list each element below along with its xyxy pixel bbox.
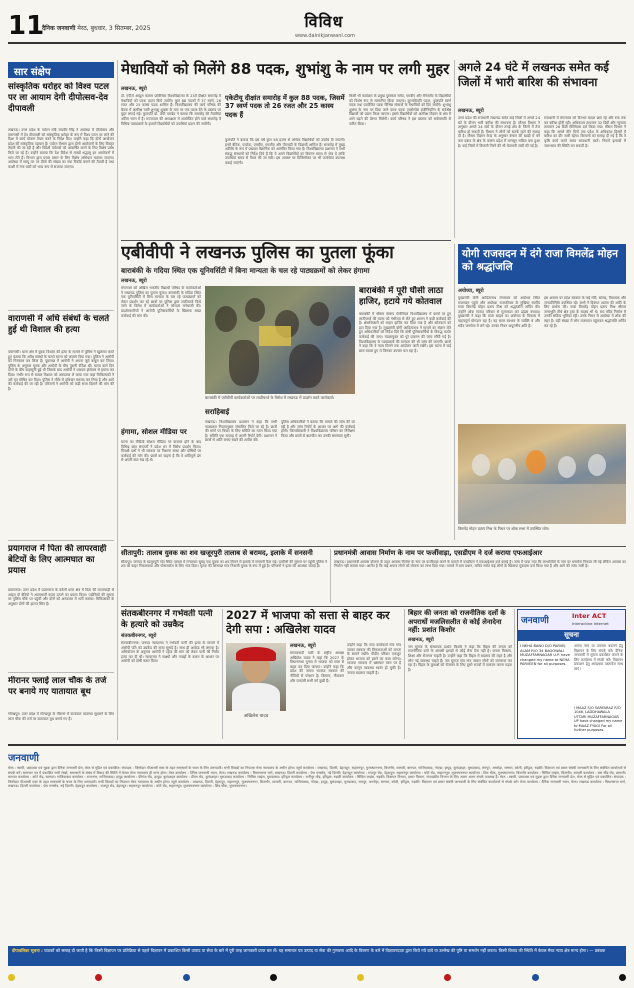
disclaimer-label: दीपावलिका सूचना :	[12, 948, 43, 953]
abvp-photo	[205, 286, 355, 394]
classified-notice-2: I MAAZ S/O SARFARAZ R/O 1046, LADDHAWALA UTTARI MUZAFFARNAGAR UP have changed my name to MAAZ FYAGI For all further purposes.	[574, 706, 623, 733]
yogi-photo-caption: विमलेंद्र मोहन प्रताप मिश्र के निधन पर शोक सभा में उपस्थित लोग।	[458, 526, 550, 531]
imprint-logo-text: जनवाणी	[8, 753, 39, 764]
classified-header	[518, 610, 625, 630]
divider	[121, 606, 626, 607]
imprint-block: मेरठ : स्वामी, प्रकाशक एवं मुद्रक द्वारा दैनिक जनवाणी प्रेस, मेरठ से मुद्रित एवं प्रकाशित। संपादक : जिम्मेदार पीआरबी एक्ट के तहत समाचारों के चयन के लिए उत्तरदायी। सभी विवादों का निपटारा मेरठ न्यायालय के अधीन होगा। ब्यूरो कार्यालय : लखनऊ, दिल्ली, देहरादून, सहारनपुर, मुजफ्फरनगर, बिजनौर, शामली, बागपत, गाजियाबाद, नोएडा, हापुड़, बुलंदशहर, मुरादाबाद, रामपुर, अमरोहा, सम्भल, बरेली, हरिद्वार, रुड़की। विज्ञापन एवं प्रसार संबंधी जानकारी के लिए संबंधित कार्यालयों से संपर्क करें। समाचार पत्र में प्रकाशित सभी लेखों, समाचारों के संबंध में विवाद की स्थिति में केवल मेरठ न्यायालय ही मान्य होगा। मेरठ कार्यालय : दैनिक जनवाणी भवन, मेरठ। लखनऊ कार्यालय : विधानसभा मार्ग, लखनऊ। दिल्ली कार्यालय : प्रेस एन्क्लेव, नई दिल्ली। देहरादून कार्यालय : राजपुर रोड, देहरादून। सहारनपुर कार्यालय : कोर्ट रोड, सहारनपुर। मुजफ्फरनगर कार्यालय : शिव चौक, मुजफ्फरनगर। बिजनौर कार्यालय : सिविल लाइंस, बिजनौर। शामली कार्यालय : बस स्टैंड रोड, शामली। बागपत कार्यालय : कोर्ट रोड, बागपत। गाजियाबाद कार्यालय : राजनगर, गाजियाबाद। हापुड़ कार्यालय : फ्रीगंज रोड, हापुड़। बुलंदशहर कार्यालय : डीएम रोड, बुलंदशहर। मुरादाबाद कार्यालय : सिविल लाइंस, मुरादाबाद। हरिद्वार कार्यालय : रानीपुर मोड़, हरिद्वार। रुड़की कार्यालय : सिविल लाइंस, रुड़की। विज्ञापन विभाग, प्रसार विभाग, संपादकीय विभाग के लिए अलग अलग संपर्क उपलब्ध हैं। मेरठ : स्वामी, प्रकाशक एवं मुद्रक द्वारा दैनिक जनवाणी प्रेस, मेरठ से मुद्रित एवं प्रकाशित। संपादक : जिम्मेदार पीआरबी एक्ट के तहत समाचारों के चयन के लिए उत्तरदायी। सभी विवादों का निपटारा मेरठ न्यायालय के अधीन होगा। ब्यूरो कार्यालय : लखनऊ, दिल्ली, देहरादून, सहारनपुर, मुजफ्फरनगर, बिजनौर, शामली, बागपत, गाजियाबाद, नोएडा, हापुड़, बुलंदशहर, मुरादाबाद, रामपुर, अमरोहा, सम्भल, बरेली, हरिद्वार, रुड़की। विज्ञापन एवं प्रसार संबंधी जानकारी के लिए संबंधित कार्यालयों से संपर्क करें। मेरठ कार्यालय : दैनिक जनवाणी भवन, मेरठ। लखनऊ कार्यालय : विधानसभा मार्ग, लखनऊ। दिल्ली कार्यालय : प्रेस एन्क्लेव, नई दिल्ली। देहरादून कार्यालय : राजपुर रोड, देहरादून। सहारनपुर कार्यालय : कोर्ट रोड, सहारनपुर। मुजफ्फरनगर कार्यालय : शिव चौक, मुजफ्फरनगर।	[8, 766, 626, 789]
website-link[interactable]: www.dainikjanwani.com	[294, 33, 356, 39]
classified-title-bar	[518, 630, 625, 641]
divider	[121, 240, 451, 241]
left-column	[8, 48, 114, 740]
murder-byline: संतकबीरनगर, ब्यूरो	[121, 633, 157, 639]
abvp-headline: एबीवीपी ने लखनऊ पुलिस का पुतला फूंका	[121, 243, 394, 263]
murder-body: संतकबीरनगर। जनपद न्यायालय ने गर्भवती पत्नी की हत्या के मामले में आरोपी पति को उम्रकैद की सजा सुनाई है। साथ ही अर्थदंड भी लगाया है। अभियोजन के अनुसार आरोपी ने दहेज की मांग को लेकर पत्नी की निर्मम हत्या कर दी थी। न्यायालय ने साक्ष्यों और गवाहों के बयान के आधार पर आरोपी को दोषी करार दिया।	[121, 641, 219, 664]
abvp-box-social	[121, 428, 201, 437]
paper-name: दैनिक जनवाणी	[42, 25, 76, 32]
sitapur-story	[121, 549, 327, 603]
top-story-subhead-box	[225, 94, 345, 134]
column-divider	[454, 244, 455, 540]
divider	[8, 310, 114, 311]
abvp-sidebar-body: बाराबंकी में श्रीराम स्वरूप मेमोरियल विश्वविद्यालय में छात्रों पर हुए लाठीचार्ज की घटना को गंभीरता से लेते हुए शासन ने कड़ी कार्रवाई की है। क्षेत्राधिकारी को लाइन हाजिर कर दिया गया है और कोतवाल को हटा दिया गया है। मुख्यमंत्री योगी आदित्यनाथ ने मामले का संज्ञान लेते हुए अधिकारियों को निर्देश दिये कि दोषी पुलिसकर्मियों के विरुद्ध कठोर कार्रवाई की जाए। मंडलायुक्त को पूरे प्रकरण की जांच सौंपी गई है। विश्वविद्यालय के पाठ्यक्रमों की मान्यता की भी जांच की जाएगी। छात्रों ने कहा कि वे न्याय मिलने तक आंदोलन जारी रखेंगे। इस घटना में कई छात्र घायल हुए थे जिनका उपचार चल रहा है।	[359, 312, 451, 353]
issue-date: बुधवार, 3 सितम्बर, 2025	[90, 25, 151, 32]
column-divider	[222, 609, 223, 739]
masthead-rule	[8, 42, 626, 44]
abvp-body-col4: पुलिस अधिकारियों ने बताया कि मामले की जांच की जा रही है और जांच रिपोर्ट के आधार पर आगे की कार्रवाई होगी। जिलाधिकारी ने विश्वविद्यालय परिसर का निरीक्षण किया और छात्रों से बातचीत कर उनकी समस्याएं सुनीं।	[281, 420, 355, 438]
bihar-body: जन सुराज के संस्थापक प्रशांत किशोर ने कहा कि बिहार की जनता को राजनीतिक दलों के आपसी झगड़ों से कोई लेना देना नहीं है। जनता विकास, शिक्षा और रोजगार चाहती है। उन्होंने कहा कि बिहार में बदलाव की लहर है और लोग नई व्यवस्था चाहते हैं। जन सुराज गांव गांव जाकर लोगों को जागरूक कर रहा है। बिहार के युवाओं को रोजगार के लिए दूसरे राज्यों में पलायन करना पड़ता है।	[408, 644, 512, 672]
registration-dots	[8, 972, 626, 982]
bihar-story	[408, 609, 512, 739]
city: मेरठ,	[77, 25, 89, 32]
brief-headline-1: सांस्कृतिक धरोहर को विश्व पटल पर ला आयाम देगी दीपोत्सव-देव दीपावली	[8, 82, 109, 114]
weather-byline: लखनऊ, ब्यूरो	[458, 108, 484, 114]
brief-headline-4: मीरानर फ्लाई लाल चौक के तर्ज पर बनाये गए यातायात बूथ	[8, 676, 107, 697]
akhilesh-body-2: उन्होंने कहा कि सपा कार्यकर्ता गांव गांव जाकर सरकार की विफलताओं को जनता के सामने रखेंगे। पीडीए परिवार एकजुट होकर भाजपा को हराने का काम करेगा। भाजपा सरकार में भ्रष्टाचार चरम पर है और कानून व्यवस्था ध्वस्त हो चुकी है। जनता बदलाव चाहती है।	[347, 643, 401, 675]
column-divider	[117, 60, 118, 740]
divider	[8, 540, 114, 541]
abvp-byline: लखनऊ, ब्यूरो	[121, 278, 147, 284]
weather-body-1: उत्तर प्रदेश की राजधानी लखनऊ समेत कई जिलों में अगले 24 घंटे के दौरान भारी बारिश की संभावना है। मौसम विभाग ने अनुसार अगले 24 घंटों के दौरान तराई क्षेत्र के जिलों में तेज बारिश हो सकती है। विभाग ने लोगों को सतर्क रहने की सलाह दी है। मौसम विज्ञान केन्द्र के अनुसार बंगाल की खाड़ी में बने कम दबाव के क्षेत्र के कारण प्रदेश में मानसून सक्रिय बना हुआ है। कई जिलों में बिजली गिरने की भी चेतावनी जारी की गई है।	[458, 116, 540, 148]
bihar-byline: लखनऊ, ब्यूरो	[408, 636, 434, 643]
classified-filler: अपना नाम या उपनाम बदलने हेतु विज्ञापन के लिए संपर्क करें। दैनिक जनवाणी में सूचना प्रकाशित कराने के लिए कार्यालय में संपर्क करें। विज्ञापन प्रकाशन हेतु आवश्यक दस्तावेज साथ लाएं।	[574, 644, 623, 671]
brief-headline-3: प्रयागराज में पिता की लापरवाही बेटियों के लिए आत्मघात का प्रयास	[8, 544, 107, 576]
brief-headline-2: वाराणसी में अधि संबंधों के चलते हुई थी विशाल की हत्या	[8, 314, 110, 335]
column-divider	[514, 609, 515, 739]
sitapur-body: सीतापुर। जनपद के खजूरपुरी गांव स्थित तालाब में मंगलवार सुबह एक युवक का शव मिलने से इलाके में सनसनी फैल गई। ग्रामीणों की सूचना पर पहुंची पुलिस ने शव को बाहर निकलवाया और पोस्टमार्टम के लिए भेज दिया। मृतक की शिनाख्त गांव निवासी युवक के रूप में हुई है। परिजनों ने हत्या की आशंका जताई है।	[121, 559, 327, 569]
abvp-subhead: बाराबंकी के गदिया स्थित एक यूनिवर्सिटी में बिना मान्यता के चल रहे पाठ्यक्रमों को लेकर हंगामा	[121, 266, 370, 275]
masthead-meta	[42, 24, 151, 32]
page-number: 11	[8, 12, 45, 40]
abvp-story	[121, 242, 451, 542]
brief-body-3: प्रयागराज। उत्तर प्रदेश में प्रयागराज के करेली थाना क्षेत्र में पिता की लापरवाही से आहत दो बेटियों ने आत्मघाती कदम उठाने का प्रयास किया। पड़ोसियों की सूचना पर पुलिस मौके पर पहुंची और दोनों को अस्पताल में भर्ती कराया। चिकित्सकों के अनुसार दोनों की हालत स्थिर है।	[8, 588, 114, 606]
yogi-story	[458, 244, 626, 540]
pradhan-headline: प्रधानमंत्री आवास निर्माण के नाम पर फर्जीवाड़ा, एसडीएम ने दर्ज कराया एफआईआर	[334, 549, 543, 557]
divider	[8, 672, 114, 673]
top-story-body-col3: किसी भी कार्यक्रम के प्रमुख पुरस्कार समेत, एमबीए और मैनेजमेंट के विद्यार्थियों को विशेष रूप से सम्मानित किया जाएगा। कुलाधिपति पदक, कुलपति स्वर्ण पदक तथा प्रायोजित पदक विभिन्न संकायों के मेधावियों को दिए जायेंगे। शुभांशु शुक्ला के नाम पर दिया जाने वाला पदक एयरोस्पेस इंजीनियरिंग के सर्वश्रेष्ठ विद्यार्थी को प्रदान किया जाएगा। इससे विद्यार्थियों को अंतरिक्ष विज्ञान के क्षेत्र में आगे बढ़ने की प्रेरणा मिलेगी। कार्य परिषद ने इस प्रस्ताव को सर्वसम्मति से पारित किया।	[349, 94, 451, 126]
classified-notice-1: I NEHA BANO D/O PARVEJ ALAM R/O 34 BAGOWALI MUZAFFARNAGAR U.P. have changed my name to NEHA PARVEEN for all purposes.	[520, 644, 570, 667]
column-divider	[404, 609, 405, 739]
akhilesh-story	[226, 609, 401, 739]
bihar-headline: बिहार की जनता को राजनीतिक दलों के अपराधों मजलिसलीत से कोई लेनादेना नहीं: प्रशांत किशोर	[408, 609, 506, 635]
weather-body-2: राजधानी में मंगलवार को दिनभर बादल छाए रहे और रुक रुक कर बारिश होती रही। अधिकतम तापमान 32 डिग्री और न्यूनतम तापमान 26 डिग्री सेल्सियस दर्ज किया गया। मौसम विभाग ने कहा कि अगले तीन दिनों तक प्रदेश के अधिकांश हिस्सों में बारिश का दौर जारी रहेगा। किसानों को सलाह दी गई है कि वे कृषि कार्य करते समय सावधानी बरतें। निचले इलाकों में जलभराव की स्थिति बन सकती है।	[544, 116, 626, 148]
yogi-headline-box	[458, 244, 626, 284]
brief-label: सार संक्षेप	[14, 67, 51, 78]
classified-brand-sub: Interactive Internet	[572, 621, 609, 626]
top-story-subhead: एकेटीयू दीक्षांत समारोह में कुल 88 पदक, जिसमें 37 स्वर्ण पदक तो 26 रजत और 25 कास्य पदक हैं	[225, 94, 345, 119]
column-divider	[330, 549, 331, 603]
akhilesh-body-1: समाजवादी पार्टी के राष्ट्रीय अध्यक्ष अखिलेश यादव ने कहा कि 2027 के विधानसभा चुनाव में भाजपा को सत्ता से बाहर कर दिया जाएगा। उन्होंने कहा कि प्रदेश की जनता भाजपा सरकार की नीतियों से परेशान है। किसान, नौजवान और व्यापारी सभी वर्ग दुखी हैं।	[290, 651, 344, 683]
abvp-box-praise: सराहिबाई	[205, 408, 230, 416]
yogi-byline: अयोध्या, ब्यूरो	[458, 288, 484, 294]
top-story	[121, 58, 451, 238]
divider	[121, 546, 626, 547]
abvp-sidebar	[359, 286, 451, 536]
brief-body-1: लखनऊ। उत्तर प्रदेश के पर्यटन मंत्री जयवीर सिंह ने अयोध्या में दीपोत्सव और वाराणसी में देव दीपावली को सांस्कृतिक धरोहर के रूप में विश्व पटल पर लाने की दिशा में कार्य योजना तैयार करने के निर्देश दिए। उन्होंने कहा कि दोनों आयोजन प्रदेश की सांस्कृतिक पहचान हैं। पर्यटन विभाग द्वारा दोनों आयोजनों के लिए विस्तृत तैयारी की जा रही है और विदेशी पर्यटकों को आकर्षित करने के लिए विशेष प्रबंध किये जा रहे हैं। उन्होंने बताया कि देश विदेश से लाखों श्रद्धालु इन आयोजनों में भाग लेते हैं। विभाग द्वारा प्रचार प्रसार के लिए विशेष अभियान चलाया जाएगा। अयोध्या में सरयू तट पर दीयों की संख्या का नया रिकॉर्ड बनाने की तैयारी है तथा काशी में गंगा घाटों को भव्य रूप से सजाया जाएगा।	[8, 128, 114, 169]
section-title-box	[286, 10, 362, 30]
yogi-body-2: इस अवसर पर प्रदेश सरकार के कई मंत्री, सांसद, विधायक और जनप्रतिनिधि उपस्थित रहे। सभी ने दिवंगत आत्मा की शांति के लिए प्रार्थना की। राजा विमलेंद्र मोहन प्रताप मिश्र श्रीराम जन्मभूमि तीर्थ क्षेत्र ट्रस्ट के सदस्य भी थे। राम मंदिर निर्माण में उनकी सक्रिय भूमिका रही। उनके निधन से अयोध्या में शोक की लहर है। बड़ी संख्या में लोग राजसदन पहुंचकर श्रद्धांजलि अर्पित कर रहे हैं।	[544, 296, 626, 328]
akhilesh-byline: लखनऊ, ब्यूरो	[290, 643, 316, 649]
top-story-body-col2: कुलपति ने बताया कि इस वर्ष कुल 58 हजार से अधिक विद्यार्थियों को उपाधि दी जाएगी। इनमें बीटेक, एमटेक, एमबीए, एमसीए और पीएचडी के विद्यार्थी शामिल हैं। समारोह में मुख्य अतिथि के रूप में प्रख्यात वैज्ञानिक को आमंत्रित किया गया है। विश्वविद्यालय प्रशासन ने सभी संबद्ध संस्थानों को निर्देश दिये हैं कि वे अपने विद्यार्थियों का विवरण समय से भेज दें ताकि उपाधियां समय से तैयार की जा सकें। इस अवसर पर डिजिलॉकर पर भी उपाधियां उपलब्ध कराई जाएंगी।	[225, 138, 345, 165]
disclaimer-text: पाठकों को सलाह दी जाती है कि किसी विज्ञापन पर प्रतिक्रिया से पहले विज्ञापन में प्रकाशित किसी उत्पाद या सेवा के बारे में पूरी तरह जानकारी प्राप्त कर लें। यह समाचार पत्र उत्पाद या सेवा की गुणवत्ता आदि के विवरण के बारे में विज्ञापनदाता द्वारा किये गये दावे या उल्लेख की पुष्टि या समर्थन नहीं करता। किसी विवाद की स्थिति में केवल मेरठ न्याय क्षेत्र मान्य होगा। — प्रबंधक	[44, 948, 606, 953]
abvp-sidebar-headline: बाराबंकी में पूरी घौसी लाठा हाजिर, हटाये गये कोतवाल	[359, 286, 444, 307]
brief-label-box	[8, 62, 114, 78]
akhilesh-headline: 2027 में भाजपा को सत्ता से बाहर कर देगी सपा : अखिलेश यादव	[226, 609, 390, 636]
weather-story	[458, 58, 626, 238]
pradhan-story	[334, 549, 626, 603]
sitapur-headline: सीतापुरी: तालाब युवक का शव खजूरपुरी तालाब से बरामद, इलाके में सनसनी	[121, 549, 313, 557]
brief-body-4: गोरखपुर। उत्तर प्रदेश में गोरखपुर के मीरानर में यातायात व्यवस्था सुधारने के लिए लाल चौक की तर्ज पर यातायात बूथ बनाये गए हैं।	[8, 712, 114, 721]
top-story-byline: लखनऊ, ब्यूरो	[121, 86, 147, 92]
pradhan-body: लखनऊ। प्रधानमंत्री आवास योजना के तहत आवास निर्माण के नाम पर फर्जीवाड़ा करने के मामले में एसडीएम ने एफआईआर दर्ज कराई है। जांच में पाया गया कि लाभार्थियों के नाम पर धनराशि निकाल ली गई लेकिन आवास का निर्माण नहीं कराया गया। आरोप है कि कई अपात्र लोगों को योजना का लाभ दिया गया। मामले में ग्राम प्रधान, सचिव समेत कई लोगों के खिलाफ मुकदमा दर्ज किया गया है और आगे की जांच जारी है।	[334, 559, 626, 569]
top-story-body-col1: डॉ. एपीजे अब्दुल कलाम प्राविधिक विश्वविद्यालय के 23वें दीक्षांत समारोह में मेधावियों को पदक प्रदान किये जायेंगे। कुल 88 पदकों में 37 स्वर्ण, 26 रजत और 25 कास्य पदक शामिल हैं। विश्वविद्यालय की कार्य परिषद की बैठक में अंतरिक्ष यात्री शुभांशु शुक्ला के नाम पर एक पदक देने के प्रस्ताव पर मुहर लगाई गई। कुलपति प्रो. जेपी पाण्डेय ने बताया कि समारोह की तैयारियां अंतिम चरण में हैं। राज्यपाल की अध्यक्षता में आयोजित होने वाले समारोह में विभिन्न पाठ्यक्रमों के हजारों विद्यार्थियों को उपाधियां प्रदान की जायेंगी।	[121, 94, 221, 126]
abvp-body-col2: घटना का वीडियो सोशल मीडिया पर वायरल होने के बाद विभिन्न छात्र संगठनों ने प्रदेश भर में विरोध प्रदर्शन किया। विपक्षी दलों ने भी सरकार पर निशाना साधा और दोषियों पर कार्रवाई की मांग की। छात्रों का कहना है कि वे शांतिपूर्ण ढंग से अपनी बात रख रहे थे।	[121, 440, 201, 463]
brief-body-2: वाराणसी। थाना क्षेत्र में युवक विशाल की हत्या के मामले में पुलिस ने खुलासा करते हुए बताया कि अवैध संबंधों के चलते घटना को अंजाम दिया गया। पुलिस ने आरोपी को गिरफ्तार कर लिया है। पूछताछ में आरोपी ने अपना जुर्म कबूल कर लिया। पुलिस के अनुसार मृतक और आरोपी के बीच पुरानी रंजिश थी। घटना वाले दिन दोनों के बीच कहासुनी हुई थी जिसके बाद आरोपी ने धारदार हथियार से हमला कर दिया। गंभीर रूप से घायल विशाल को अस्पताल ले जाया गया जहां चिकित्सकों ने उसे मृत घोषित कर दिया। पुलिस ने मौके से हथियार बरामद कर लिया है और आगे की कार्रवाई की जा रही है। परिजनों ने आरोपी को कड़ी सजा दिलाने की मांग की है।	[8, 350, 114, 391]
column-divider	[454, 60, 455, 238]
imprint-logo	[8, 750, 88, 764]
yogi-photo	[458, 424, 626, 524]
yogi-body-1: मुख्यमंत्री योगी आदित्यनाथ मंगलवार को अयोध्या स्थित राजसदन पहुंचे और अयोध्या राजपरिवार के मुखिया स्वर्गीय राजा विमलेंद्र मोहन प्रताप मिश्र को श्रद्धांजलि अर्पित की। उन्होंने शोक संतप्त परिवार से मुलाकात कर ढांढस बंधाया। मुख्यमंत्री ने कहा कि राजा साहब का अयोध्या के विकास में महत्वपूर्ण योगदान रहा है। वह सरल स्वभाव के व्यक्ति थे और सदैव जनसेवा में लगे रहे। उनका निधन अपूरणीय क्षति है।	[458, 296, 540, 328]
akhilesh-photo	[226, 643, 286, 711]
disclaimer-strip	[8, 946, 626, 966]
divider	[8, 744, 626, 746]
top-story-headline: मेधावियों को मिलेंगे 88 पदक, शुभांशु के नाम पर लगी मुहर	[121, 60, 450, 78]
akhilesh-photo-caption: अखिलेश यादव	[243, 714, 269, 719]
murder-story	[121, 609, 219, 739]
classified-brand: Inter ACT	[572, 612, 607, 620]
classified-box	[517, 609, 626, 739]
abvp-body-col3: लखनऊ। विश्वविद्यालय प्रशासन ने कहा कि सभी पाठ्यक्रम नियमानुसार संचालित किये जा रहे हैं। छात्रों की मांगों पर विचार के लिए समिति का गठन किया गया है। समिति एक सप्ताह में अपनी रिपोर्ट देगी। प्रशासन ने छात्रों से शांति बनाए रखने की अपील की।	[205, 420, 277, 443]
murder-headline: संतकबीरनगर में गर्भवती पत्नी के हत्यारे को उम्रकैद	[121, 609, 213, 630]
classified-paper: जनवाणी	[521, 616, 549, 626]
section-title: विविध	[304, 12, 344, 31]
abvp-photo-caption: बाराबंकी में एबीवीपी कार्यकर्ताओं पर लाठीचार्ज के विरोध में लखनऊ में प्रदर्शन करते कार्यकर्ता।	[205, 395, 335, 400]
abvp-body-col1: मंगलवार को अखिल भारतीय विद्यार्थी परिषद के कार्यकर्ताओं ने लखनऊ पुलिस का पुतला फूंका। बाराबंकी के गदिया स्थित एक यूनिवर्सिटी में बिना मान्यता के चल रहे पाठ्यक्रमों को लेकर प्रदर्शन कर रहे छात्रों पर पुलिस द्वारा लाठीचार्ज किये जाने के विरोध में कार्यकर्ताओं ने जोरदार नारेबाजी की। प्रदर्शनकारियों ने आरोपी पुलिसकर्मियों के खिलाफ सख्त कार्रवाई की मांग की।	[121, 286, 201, 318]
weather-headline: अगले 24 घंटे में लखनऊ समेत कई जिलों में भारी बारिश की संभावना	[458, 60, 609, 89]
abvp-box-social-head: हंगामा, सोशल मीडिया पर	[121, 428, 187, 436]
classified-title: सूचना	[564, 631, 579, 639]
yogi-headline: योगी राजसदन में दंगे राजा विमलेंद्र मोहन को श्रद्धांजलि	[462, 248, 618, 273]
